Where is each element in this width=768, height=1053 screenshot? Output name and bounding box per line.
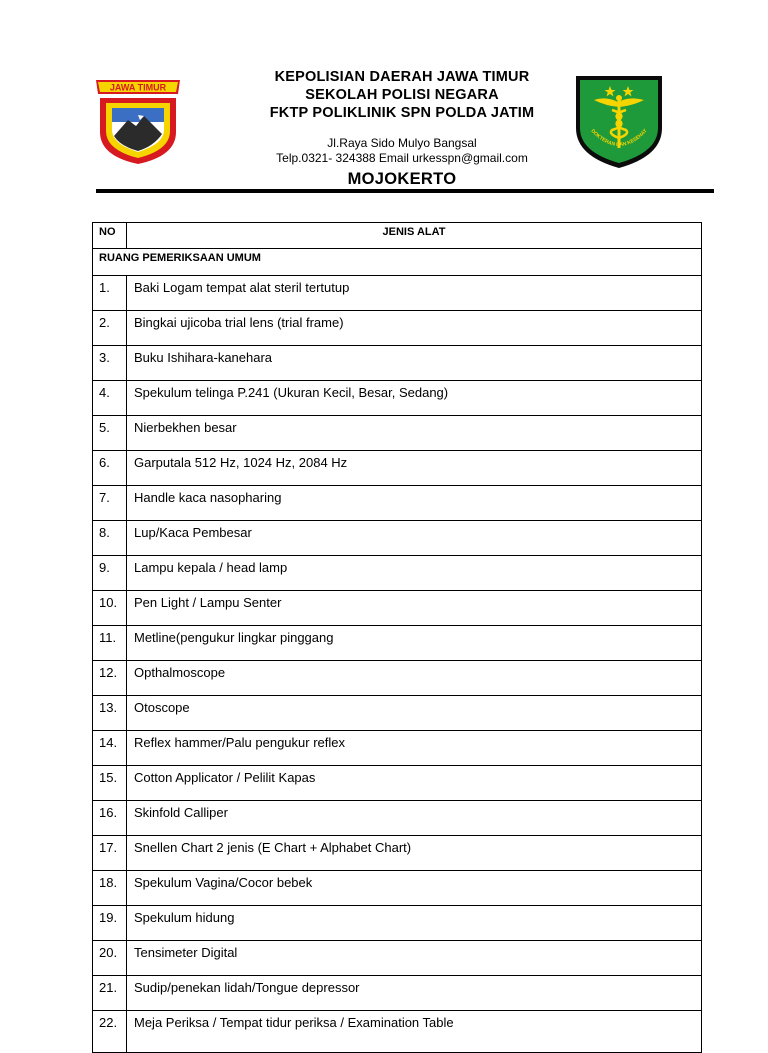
table-row — [93, 941, 702, 976]
row-number: 9. — [93, 556, 127, 591]
equipment-name: Nierbekhen besar — [127, 416, 702, 451]
row-number: 11. — [93, 626, 127, 661]
institution-line-3: FKTP POLIKLINIK SPN POLDA JATIM — [269, 105, 535, 121]
table-row — [93, 521, 702, 556]
equipment-name: Pen Light / Lampu Senter — [127, 591, 702, 626]
table-row — [93, 766, 702, 801]
equipment-name: Snellen Chart 2 jenis (E Chart + Alphabet Chart) — [127, 836, 702, 871]
row-number: 16. — [93, 801, 127, 836]
row-number: 15. — [93, 766, 127, 801]
table-row — [93, 731, 702, 766]
equipment-name: Meja Periksa / Tempat tidur periksa / Examination Table — [127, 1011, 702, 1053]
row-number: 20. — [93, 941, 127, 976]
equipment-name: Sudip/penekan lidah/Tongue depressor — [127, 976, 702, 1011]
equipment-name: Skinfold Calliper — [127, 801, 702, 836]
row-number: 19. — [93, 906, 127, 941]
table-row — [93, 661, 702, 696]
table-row — [93, 276, 702, 311]
row-number: 7. — [93, 486, 127, 521]
row-number: 6. — [93, 451, 127, 486]
table-row — [93, 836, 702, 871]
column-header-jenis-alat: JENIS ALAT — [127, 223, 702, 249]
table-row — [93, 1011, 702, 1053]
row-number: 4. — [93, 381, 127, 416]
table-row — [93, 906, 702, 941]
letterhead — [200, 68, 604, 189]
contact-line: Telp.0321- 324388 Email urkesspn@gmail.com — [276, 151, 528, 165]
section-row — [93, 249, 702, 276]
equipment-name: Bingkai ujicoba trial lens (trial frame) — [127, 311, 702, 346]
dokkes-emblem-icon — [574, 74, 664, 170]
table-row — [93, 976, 702, 1011]
table-row — [93, 696, 702, 731]
equipment-name: Spekulum telinga P.241 (Ukuran Kecil, Besar, Sedang) — [127, 381, 702, 416]
table-row — [93, 311, 702, 346]
equipment-name: Spekulum hidung — [127, 906, 702, 941]
svg-text:KEDOKTERAN DAN KESEHATAN: DOKTERAN DAN KESEHAT — [589, 128, 649, 149]
address-line: Jl.Raya Sido Mulyo Bangsal — [327, 136, 477, 150]
row-number: 22. — [93, 1011, 127, 1053]
row-number: 5. — [93, 416, 127, 451]
row-number: 1. — [93, 276, 127, 311]
equipment-name: Baki Logam tempat alat steril tertutup — [127, 276, 702, 311]
equipment-name: Tensimeter Digital — [127, 941, 702, 976]
column-header-no: NO — [93, 223, 127, 249]
row-number: 13. — [93, 696, 127, 731]
table-header-row — [93, 223, 702, 249]
equipment-name: Reflex hammer/Palu pengukur reflex — [127, 731, 702, 766]
table-row — [93, 381, 702, 416]
row-number: 21. — [93, 976, 127, 1011]
row-number: 2. — [93, 311, 127, 346]
section-title: RUANG PEMERIKSAAN UMUM — [93, 249, 702, 276]
equipment-name: Metline(pengukur lingkar pinggang — [127, 626, 702, 661]
table-row — [93, 486, 702, 521]
equipment-name: Otoscope — [127, 696, 702, 731]
svg-text:JAWA TIMUR: JAWA TIMUR — [109, 82, 167, 93]
row-number: 18. — [93, 871, 127, 906]
equipment-name: Handle kaca nasopharing — [127, 486, 702, 521]
row-number: 10. — [93, 591, 127, 626]
equipment-name: Garputala 512 Hz, 1024 Hz, 2084 Hz — [127, 451, 702, 486]
header-rule — [96, 189, 714, 193]
table-row — [93, 416, 702, 451]
table-row — [93, 556, 702, 591]
table-row — [93, 591, 702, 626]
equipment-name: Spekulum Vagina/Cocor bebek — [127, 871, 702, 906]
row-number: 12. — [93, 661, 127, 696]
row-number: 3. — [93, 346, 127, 381]
table-row — [93, 626, 702, 661]
equipment-name: Opthalmoscope — [127, 661, 702, 696]
institution-line-1: KEPOLISIAN DAERAH JAWA TIMUR — [274, 69, 530, 85]
table-row — [93, 871, 702, 906]
equipment-table — [92, 222, 702, 1053]
equipment-name: Lampu kepala / head lamp — [127, 556, 702, 591]
polda-jatim-emblem-icon — [92, 76, 184, 166]
equipment-name: Lup/Kaca Pembesar — [127, 521, 702, 556]
table-row — [93, 346, 702, 381]
row-number: 8. — [93, 521, 127, 556]
equipment-name: Cotton Applicator / Pelilit Kapas — [127, 766, 702, 801]
equipment-name: Buku Ishihara-kanehara — [127, 346, 702, 381]
table-row — [93, 801, 702, 836]
row-number: 17. — [93, 836, 127, 871]
row-number: 14. — [93, 731, 127, 766]
institution-line-2: SEKOLAH POLISI NEGARA — [305, 87, 499, 103]
city-title: MOJOKERTO — [347, 170, 457, 188]
table-row — [93, 451, 702, 486]
